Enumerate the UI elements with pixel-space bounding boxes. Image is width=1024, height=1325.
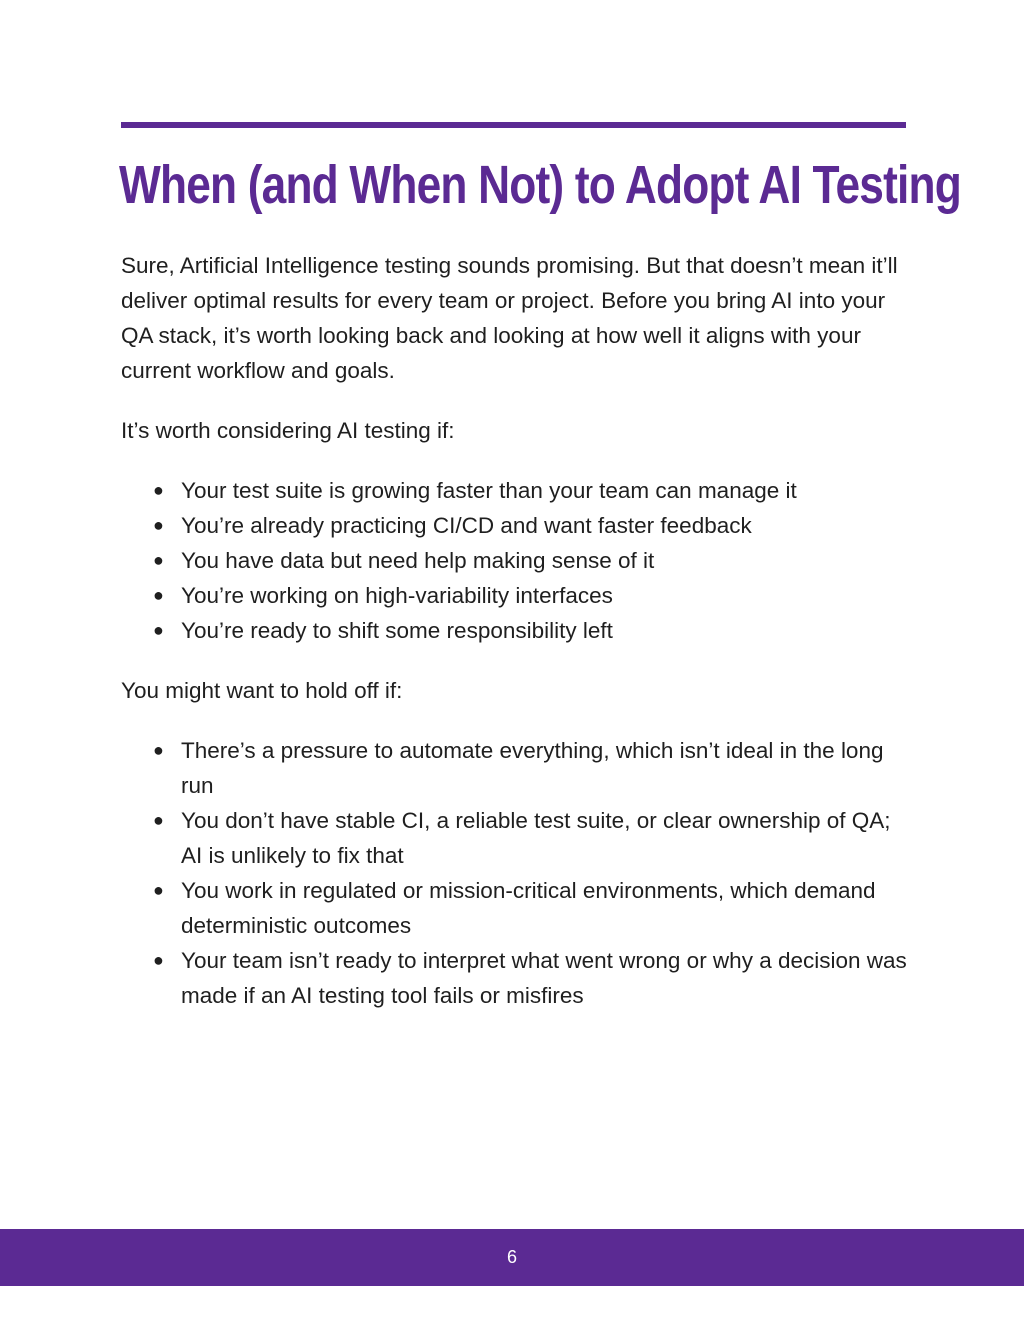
hold-heading: You might want to hold off if: xyxy=(121,678,403,703)
list-item xyxy=(153,803,911,873)
list-item xyxy=(153,473,911,508)
consider-list xyxy=(121,473,911,648)
list-item-text: Your team isn’t ready to interpret what went wrong or why a decision was made if an AI testing tool fails or misfires xyxy=(181,948,907,1008)
list-item xyxy=(153,733,911,803)
list-item xyxy=(153,578,911,613)
list-item xyxy=(153,543,911,578)
page-body xyxy=(121,248,911,1038)
bullet-icon: ● xyxy=(153,810,164,830)
intro-paragraph: Sure, Artificial Intelligence testing sounds promising. But that doesn’t mean it’ll deliver optimal results for every team or project. Before you bring AI into your QA stack, it’s worth looking back and looking at how well it aligns with your current workflow and goals. xyxy=(121,253,898,383)
bullet-icon: ● xyxy=(153,480,164,500)
bullet-icon: ● xyxy=(153,585,164,605)
page-title: When (and When Not) to Adopt AI Testing xyxy=(119,155,961,215)
list-item-text: Your test suite is growing faster than your team can manage it xyxy=(181,478,797,503)
list-item xyxy=(153,873,911,943)
list-item-text: You don’t have stable CI, a reliable test suite, or clear ownership of QA; AI is unlikely to fix that xyxy=(181,808,891,868)
list-item-text: You work in regulated or mission-critical environments, which demand deterministic outcomes xyxy=(181,878,876,938)
list-item-text: You’re working on high-variability interfaces xyxy=(181,583,613,608)
list-item xyxy=(153,613,911,648)
bullet-icon: ● xyxy=(153,550,164,570)
bullet-icon: ● xyxy=(153,740,164,760)
title-rule xyxy=(121,122,906,128)
bullet-icon: ● xyxy=(153,620,164,640)
list-item-text: You’re ready to shift some responsibility left xyxy=(181,618,613,643)
list-item-text: You have data but need help making sense of it xyxy=(181,548,655,573)
page-footer xyxy=(0,1229,1024,1286)
consider-heading: It’s worth considering AI testing if: xyxy=(121,418,455,443)
list-item-text: There’s a pressure to automate everything, which isn’t ideal in the long run xyxy=(181,738,884,798)
bullet-icon: ● xyxy=(153,515,164,535)
bullet-icon: ● xyxy=(153,880,164,900)
list-item-text: You’re already practicing CI/CD and want faster feedback xyxy=(181,513,752,538)
list-item xyxy=(153,943,911,1013)
list-item xyxy=(153,508,911,543)
hold-list xyxy=(121,733,911,1013)
page-number: 6 xyxy=(506,1247,517,1267)
bullet-icon: ● xyxy=(153,950,164,970)
